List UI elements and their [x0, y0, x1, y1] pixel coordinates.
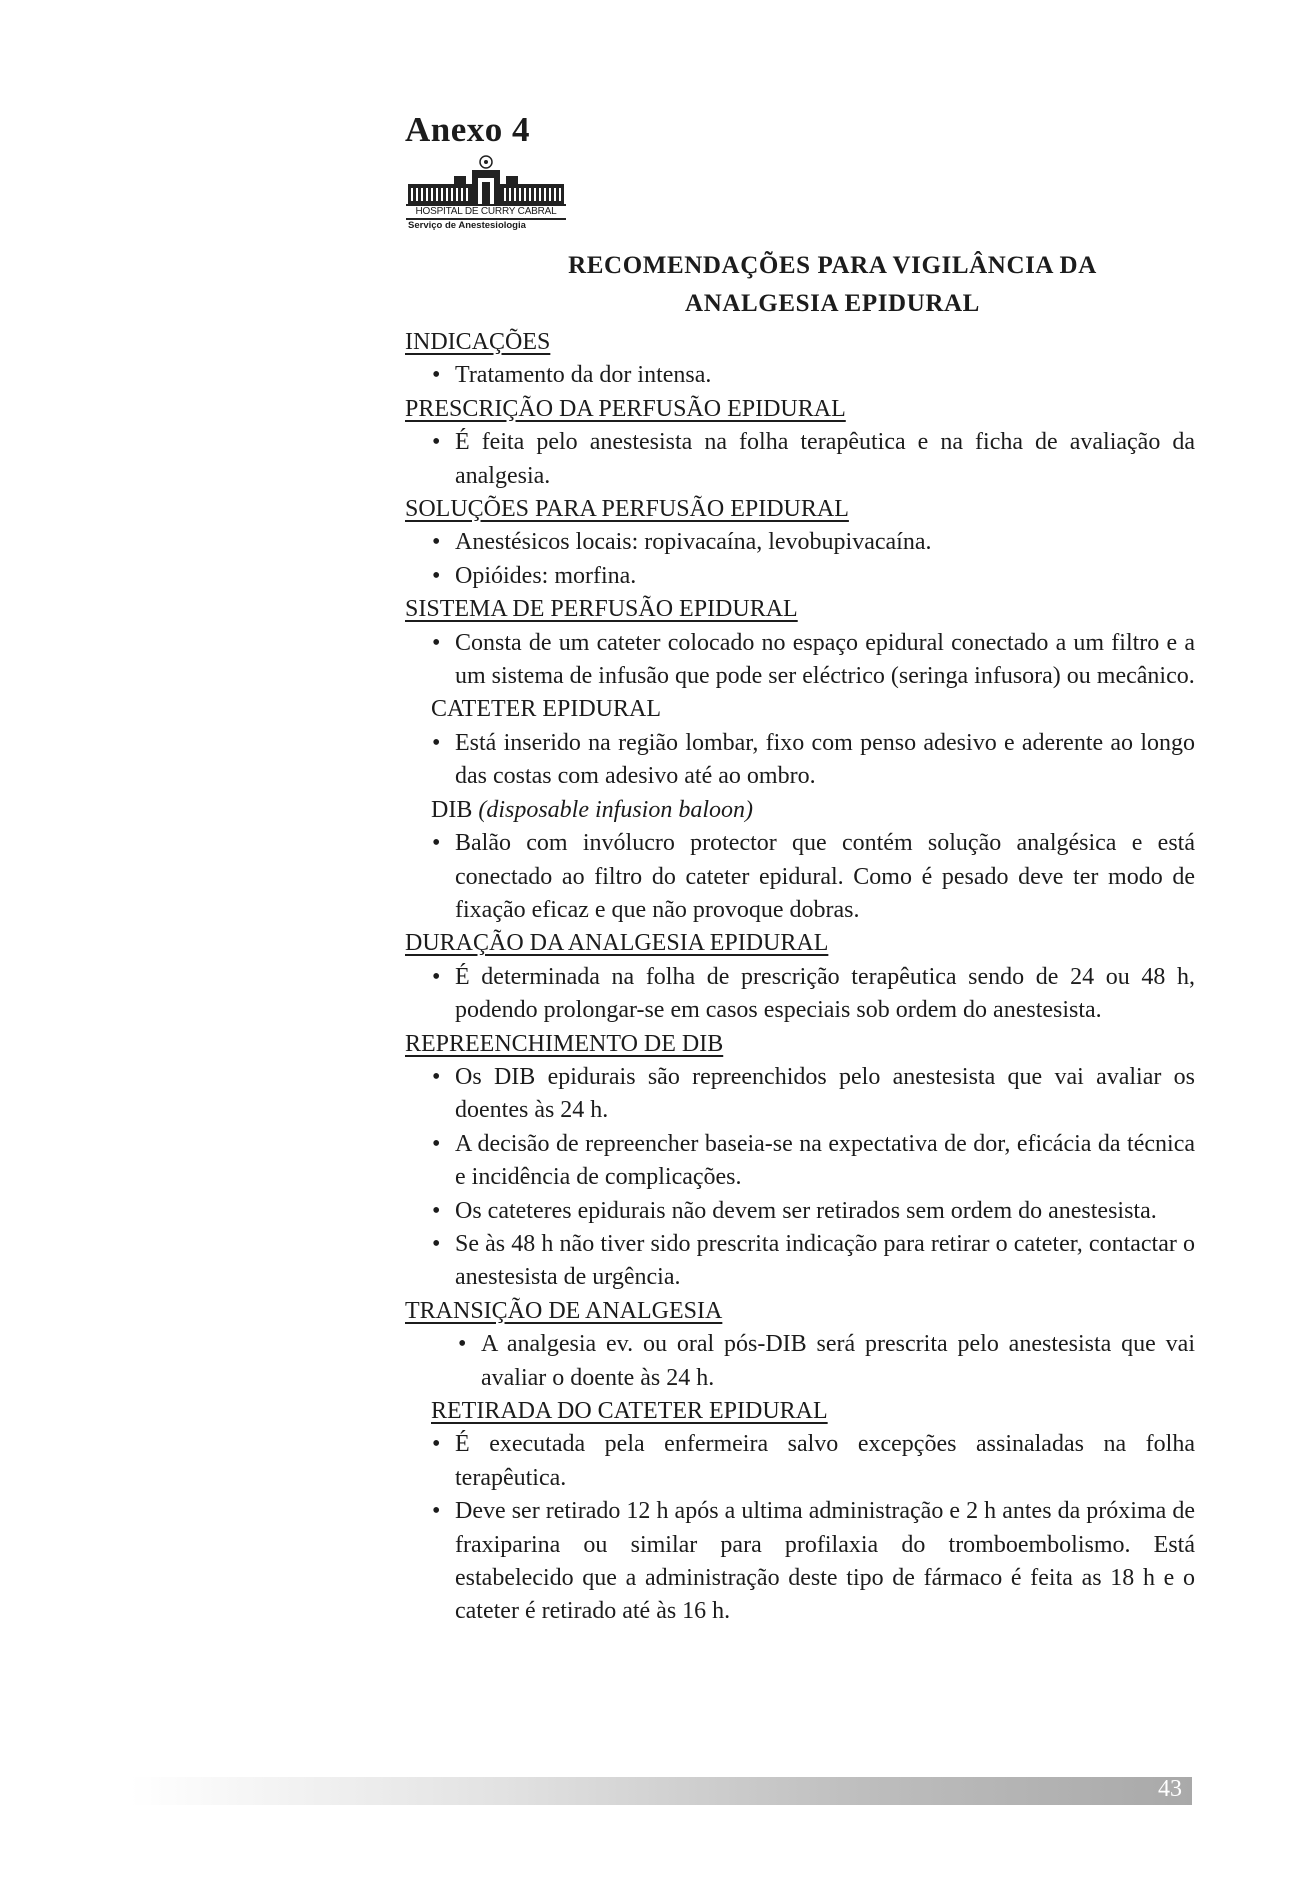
document-body: [405, 326, 1195, 1629]
dib-expansion: (disposable infusion baloon): [478, 796, 754, 823]
logo-service-name: Serviço de Anestesiologia: [408, 220, 526, 231]
title-line-1: RECOMENDAÇÕES PARA VIGILÂNCIA DA: [568, 252, 1097, 279]
bullet-item: • É determinada na folha de prescrição terapêutica sendo de 24 ou 48 h, podendo prolongar-se em casos especiais sob ordem do anestesista.: [405, 961, 1195, 1028]
dib-label: DIB: [431, 796, 473, 823]
document-title: [405, 247, 1200, 323]
subsection-heading: CATETER EPIDURAL: [431, 696, 661, 723]
bullet-item: • A decisão de repreencher baseia-se na expectativa de dor, eficácia da técnica e incidência de complicações.: [405, 1128, 1195, 1195]
bullet-item: • Deve ser retirado 12 h após a ultima administração e 2 h antes da próxima de fraxiparina ou similar para profilaxia do tromboembolismo. Está estabelecido que a administração deste tipo de fármaco é feita as 18 h e o cateter é retirado até às 16 h.: [405, 1495, 1195, 1629]
section-heading: TRANSIÇÃO DE ANALGESIA: [405, 1297, 723, 1324]
annex-title: Anexo 4: [405, 110, 531, 149]
hospital-logo: [406, 154, 566, 234]
section-heading: SOLUÇÕES PARA PERFUSÃO EPIDURAL: [405, 496, 849, 523]
bullet-item: • Os DIB epidurais são repreenchidos pelo anestesista que vai avaliar os doentes às 24 h.: [405, 1061, 1195, 1128]
bullet-item: • Tratamento da dor intensa.: [405, 359, 1195, 392]
subsection-heading: RETIRADA DO CATETER EPIDURAL: [431, 1398, 828, 1424]
bullet-item: • É executada pela enfermeira salvo excepções assinaladas na folha terapêutica.: [405, 1428, 1195, 1495]
hospital-building-icon: [406, 154, 566, 204]
section-heading: INDICAÇÕES: [405, 329, 551, 355]
bullet-item: • Consta de um cateter colocado no espaço epidural conectado a um filtro e a um sistema de infusão que pode ser eléctrico (seringa infusora) ou mecânico.: [405, 627, 1195, 694]
section-heading: SISTEMA DE PERFUSÃO EPIDURAL: [405, 596, 798, 623]
bullet-item: • Opióides: morfina.: [405, 560, 1195, 593]
bullet-item: • Balão com invólucro protector que contém solução analgésica e está conectado ao filtro do cateter epidural. Como é pesado deve ter modo de fixação eficaz e que não provoque dobras.: [405, 827, 1195, 927]
subsection-heading-dib: [405, 794, 1195, 827]
bullet-item: • Está inserido na região lombar, fixo com penso adesivo e aderente ao longo das costas com adesivo até ao ombro.: [405, 727, 1195, 794]
footer-bar: [130, 1777, 1192, 1805]
section-heading: REPREENCHIMENTO DE DIB: [405, 1030, 724, 1057]
bullet-item: • Os cateteres epidurais não devem ser retirados sem ordem do anestesista.: [405, 1195, 1195, 1228]
logo-hospital-name: HOSPITAL DE CURRY CABRAL: [406, 204, 566, 220]
bullet-item: • É feita pelo anestesista na folha terapêutica e na ficha de avaliação da analgesia.: [405, 426, 1195, 493]
section-heading: DURAÇÃO DA ANALGESIA EPIDURAL: [405, 930, 829, 957]
bullet-item: • Se às 48 h não tiver sido prescrita indicação para retirar o cateter, contactar o anestesista de urgência.: [405, 1228, 1195, 1295]
page-number: 43: [1158, 1776, 1182, 1802]
title-line-2: ANALGESIA EPIDURAL: [685, 290, 980, 317]
section-heading: PRESCRIÇÃO DA PERFUSÃO EPIDURAL: [405, 395, 846, 422]
bullet-item: • A analgesia ev. ou oral pós-DIB será prescrita pelo anestesista que vai avaliar o doente às 24 h.: [405, 1328, 1195, 1395]
bullet-item: • Anestésicos locais: ropivacaína, levobupivacaína.: [405, 526, 1195, 559]
